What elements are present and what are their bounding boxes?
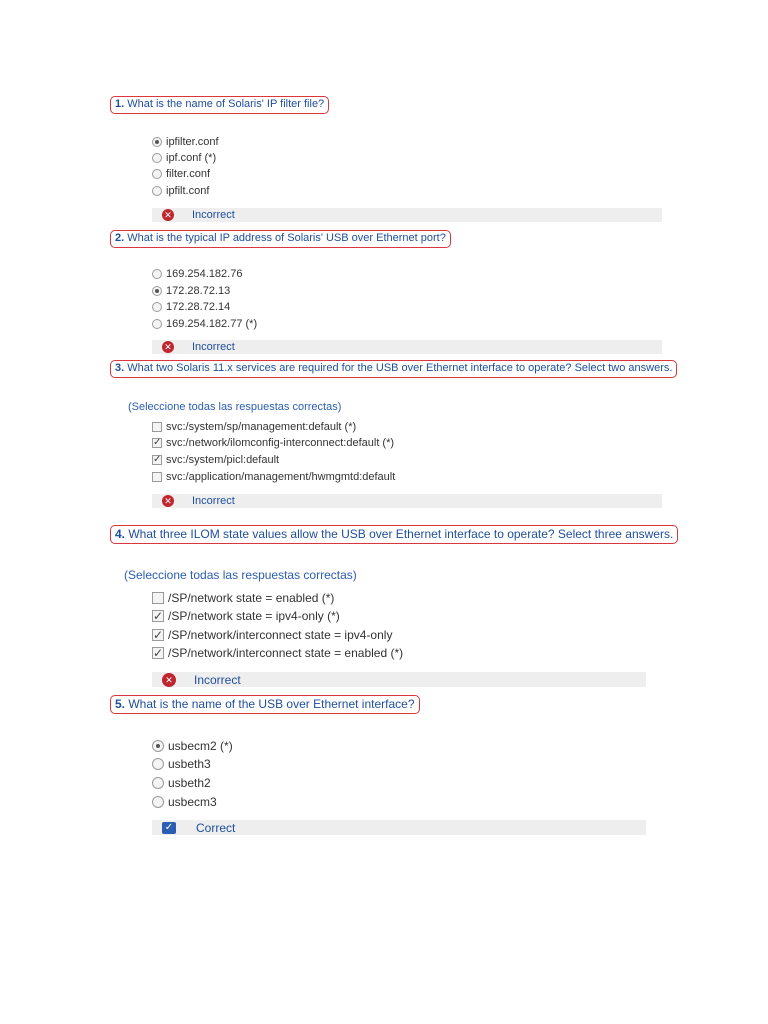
result-label: Incorrect <box>192 341 235 353</box>
question-number: 5. <box>115 697 126 711</box>
question-4-header <box>110 525 678 544</box>
q2-option-1[interactable] <box>152 266 242 282</box>
question-text: What is the typical IP address of Solaris' USB over Ethernet port? <box>127 232 446 244</box>
checkbox-checked-icon[interactable]: ✓ <box>153 609 164 623</box>
q5-option-1[interactable] <box>152 737 233 755</box>
question-text: What three ILOM state values allow the USB over Ethernet interface to operate? Select three answers. <box>128 527 674 541</box>
question-number: 1. <box>115 98 125 110</box>
q4-result-bar <box>152 672 646 687</box>
option-label: /SP/network state = enabled (*) <box>168 591 335 605</box>
x-circle-icon: ✕ <box>162 495 174 507</box>
question-5-header <box>110 695 420 714</box>
option-label: /SP/network state = ipv4-only (*) <box>168 609 340 623</box>
option-label: usbeth2 <box>168 776 211 790</box>
q5-result-bar <box>152 820 646 835</box>
q3-option-1[interactable] <box>152 419 356 435</box>
option-label: 172.28.72.13 <box>166 285 231 297</box>
checkbox-checked-icon[interactable]: ✓ <box>153 437 162 448</box>
x-circle-icon: ✕ <box>162 209 174 221</box>
radio-icon[interactable] <box>152 777 164 789</box>
result-label: Correct <box>196 820 236 835</box>
question-number: 4. <box>115 527 126 541</box>
q2-result-bar <box>152 340 662 354</box>
checkbox-icon[interactable] <box>152 422 162 432</box>
radio-icon[interactable] <box>152 169 162 179</box>
q4-option-3[interactable] <box>152 626 392 644</box>
checkbox-checked-icon[interactable]: ✓ <box>153 454 162 465</box>
question-number: 3. <box>115 362 125 374</box>
option-label: svc:/network/ilomconfig-interconnect:default (*) <box>166 437 395 449</box>
q3-option-3[interactable] <box>152 452 279 468</box>
question-2-header <box>110 230 451 248</box>
radio-selected-icon[interactable] <box>152 286 162 296</box>
x-circle-icon: ✕ <box>162 341 174 353</box>
q2-option-4[interactable] <box>152 316 257 332</box>
x-circle-icon: ✕ <box>162 673 176 687</box>
q1-result-bar <box>152 208 662 222</box>
q1-option-1[interactable] <box>152 134 219 150</box>
question-number: 2. <box>115 232 125 244</box>
checkbox-icon[interactable] <box>152 592 164 604</box>
option-label: 169.254.182.77 (*) <box>166 318 258 330</box>
q1-option-4[interactable] <box>152 183 209 199</box>
question-text: What is the name of the USB over Ethernet interface? <box>128 697 415 711</box>
q5-option-3[interactable] <box>152 774 211 792</box>
option-label: usbecm2 (*) <box>168 739 233 753</box>
question-text: What two Solaris 11.x services are required for the USB over Ethernet interface to operate? Select two answers. <box>127 362 673 374</box>
radio-selected-icon[interactable] <box>152 740 164 752</box>
result-label: Incorrect <box>194 672 241 687</box>
option-label: ipfilter.conf <box>166 136 219 148</box>
q4-option-2[interactable] <box>152 607 340 625</box>
option-label: usbeth3 <box>168 757 211 771</box>
select-all-hint: (Seleccione todas las respuestas correctas) <box>128 401 342 413</box>
checkmark-icon: ✓ <box>162 822 176 834</box>
option-label: /SP/network/interconnect state = enabled (*) <box>168 646 404 660</box>
radio-icon[interactable] <box>152 302 162 312</box>
checkbox-icon[interactable] <box>152 472 162 482</box>
q5-option-2[interactable] <box>152 755 211 773</box>
result-label: Incorrect <box>192 495 235 507</box>
q4-option-1[interactable] <box>152 589 334 607</box>
q2-option-2[interactable] <box>152 283 230 299</box>
radio-icon[interactable] <box>152 153 162 163</box>
option-label: ipfilt.conf <box>166 185 210 197</box>
q3-result-bar <box>152 494 662 508</box>
checkbox-checked-icon[interactable]: ✓ <box>153 646 164 660</box>
option-label: svc:/system/picl:default <box>166 454 280 466</box>
question-3-header <box>110 360 677 378</box>
q1-option-3[interactable] <box>152 166 210 182</box>
option-label: usbecm3 <box>168 795 217 809</box>
question-text: What is the name of Solaris' IP filter file? <box>127 98 325 110</box>
option-label: svc:/application/management/hwmgmtd:default <box>166 471 396 483</box>
question-1-header <box>110 96 329 114</box>
radio-icon[interactable] <box>152 269 162 279</box>
option-label: 169.254.182.76 <box>166 268 243 280</box>
radio-icon[interactable] <box>152 796 164 808</box>
option-label: /SP/network/interconnect state = ipv4-only <box>168 628 393 642</box>
checkbox-checked-icon[interactable]: ✓ <box>153 628 164 642</box>
radio-icon[interactable] <box>152 758 164 770</box>
q2-option-3[interactable] <box>152 299 230 315</box>
result-label: Incorrect <box>192 209 235 221</box>
option-label: svc:/system/sp/management:default (*) <box>166 421 357 433</box>
radio-icon[interactable] <box>152 319 162 329</box>
radio-icon[interactable] <box>152 186 162 196</box>
radio-selected-icon[interactable] <box>152 137 162 147</box>
option-label: ipf.conf (*) <box>166 152 217 164</box>
q1-option-2[interactable] <box>152 150 216 166</box>
q4-option-4[interactable] <box>152 644 403 662</box>
q3-option-4[interactable] <box>152 469 395 485</box>
option-label: filter.conf <box>166 168 211 180</box>
q5-option-4[interactable] <box>152 793 217 811</box>
q3-option-2[interactable] <box>152 435 394 451</box>
option-label: 172.28.72.14 <box>166 301 231 313</box>
select-all-hint: (Seleccione todas las respuestas correctas) <box>124 568 357 582</box>
